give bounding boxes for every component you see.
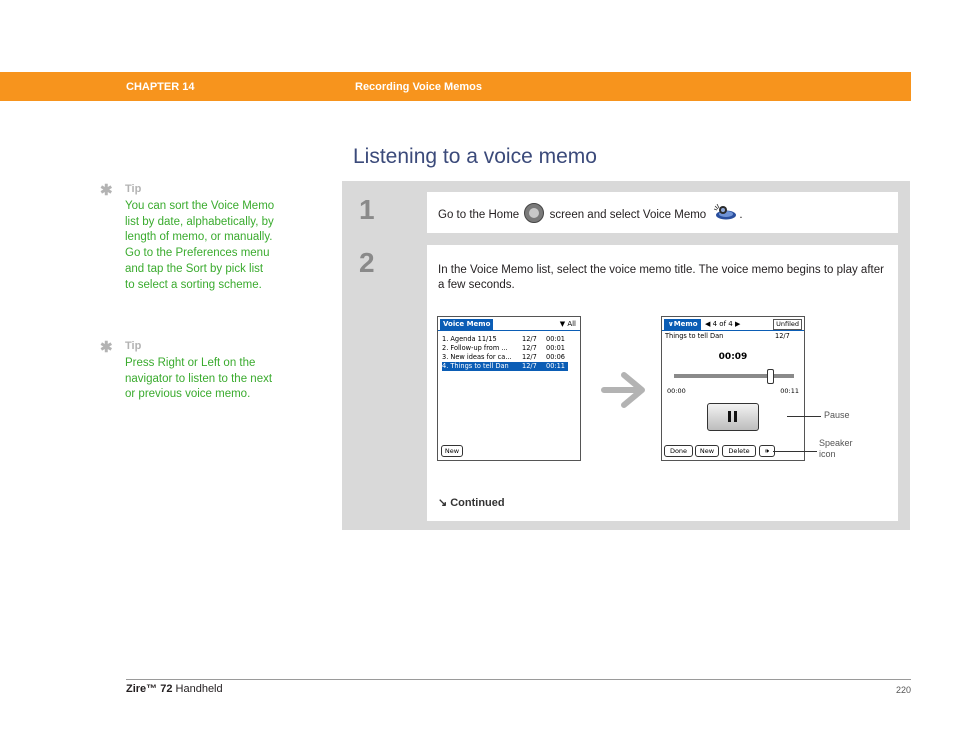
memo-length: 00:11 [546, 362, 566, 370]
right-arrow-icon [600, 372, 648, 408]
voice-memo-list-screen [437, 316, 581, 461]
pause-button[interactable] [707, 403, 759, 431]
step-number: 2 [359, 247, 375, 278]
step-1-text [438, 205, 893, 225]
voice-memo-play-screen [661, 316, 805, 461]
tip-text: Press Right or Left on the navigator to listen to the next or previous voice memo. [125, 357, 273, 401]
playback-slider-thumb[interactable] [767, 369, 774, 384]
memo-length: 00:01 [546, 344, 566, 352]
memo-list-item[interactable] [442, 353, 568, 362]
elapsed-time: 00:09 [718, 352, 748, 362]
memo-counter [705, 319, 740, 330]
memo-list-item[interactable] [442, 344, 568, 353]
memo-length: 00:06 [546, 353, 566, 361]
memo-date: 12/7 [522, 362, 537, 370]
pause-icon [728, 411, 731, 422]
memo-name: Things to tell Dan [665, 332, 724, 340]
category-picker[interactable]: ▼ All [559, 320, 576, 328]
new-memo-button[interactable]: New [441, 445, 463, 457]
page-number: 220 [895, 685, 911, 695]
tip-label: Tip [125, 340, 142, 352]
memo-name: 4. Things to tell Dan [442, 362, 509, 370]
play-screen-title: ∨Memo [664, 319, 701, 330]
memo-list-item-selected[interactable] [442, 362, 568, 371]
tip-star-icon: ✱ [100, 182, 113, 199]
continued-arrow-icon: ↘ [438, 497, 448, 509]
pause-callout: Pause [824, 410, 850, 420]
speaker-callout-line [773, 451, 817, 452]
start-time: 00:00 [667, 387, 686, 395]
new-button[interactable]: New [695, 445, 719, 457]
memo-name: 3. New ideas for ca... [442, 353, 512, 361]
pause-icon-bar [734, 411, 737, 422]
memo-length: 00:01 [546, 335, 566, 343]
home-icon [524, 203, 544, 223]
continued-label: Continued [450, 497, 505, 509]
list-screen-title: Voice Memo [440, 319, 493, 330]
tip-text: You can sort the Voice Memo list by date, alphabetically, by length of memo, or manually. Go to the Preferences menu and tap the Sort by pick list to select a sorting scheme. [125, 200, 275, 291]
memo-name: 2. Follow-up from ... [442, 344, 508, 352]
memo-date: 12/7 [522, 353, 537, 361]
footer-rule [126, 679, 911, 680]
section-title: Recording Voice Memos [355, 81, 482, 93]
title-underline [438, 330, 580, 331]
end-time: 00:11 [780, 387, 799, 395]
step-2-text: In the Voice Memo list, select the voice memo title. The voice memo begins to play after a few seconds. [438, 264, 884, 291]
category-picker[interactable]: Unfiled [773, 319, 802, 330]
step-1-text-middle: screen and select Voice Memo [549, 209, 707, 222]
footer-product [126, 683, 223, 695]
continued-marker [438, 496, 505, 509]
counter-text: 4 of 4 [712, 320, 733, 328]
step-1-text-before: Go to the Home [438, 209, 520, 222]
speaker-icon[interactable]: 🕪 [759, 445, 775, 457]
next-memo-arrow-icon[interactable]: ▶ [734, 320, 741, 328]
previous-memo-arrow-icon[interactable]: ◀ [705, 320, 711, 328]
step-1-text-after: . [739, 209, 743, 222]
memo-name: 1. Agenda 11/15 [442, 335, 497, 343]
memo-list-item[interactable] [442, 335, 568, 344]
tip-label: Tip [125, 183, 142, 195]
footer-product-name: Zire™ 72 [126, 683, 173, 695]
footer-product-suffix: Handheld [172, 683, 223, 695]
step-number: 1 [359, 194, 375, 225]
voice-memo-icon [711, 204, 737, 220]
delete-button[interactable]: Delete [722, 445, 756, 457]
step-1-box [427, 192, 898, 233]
done-button[interactable]: Done [664, 445, 693, 457]
chapter-header-bar [0, 72, 911, 101]
category-label: All [567, 320, 576, 328]
play-title-text: Memo [673, 320, 698, 328]
pause-callout-line [787, 416, 821, 417]
memo-date: 12/7 [775, 332, 790, 340]
playback-slider-track[interactable] [674, 374, 794, 378]
chapter-label: CHAPTER 14 [126, 81, 195, 93]
page-title: Listening to a voice memo [353, 145, 597, 168]
tip-star-icon: ✱ [100, 339, 113, 356]
memo-date: 12/7 [522, 344, 537, 352]
title-underline [662, 330, 804, 331]
speaker-callout: Speaker icon [819, 438, 853, 459]
memo-date: 12/7 [522, 335, 537, 343]
